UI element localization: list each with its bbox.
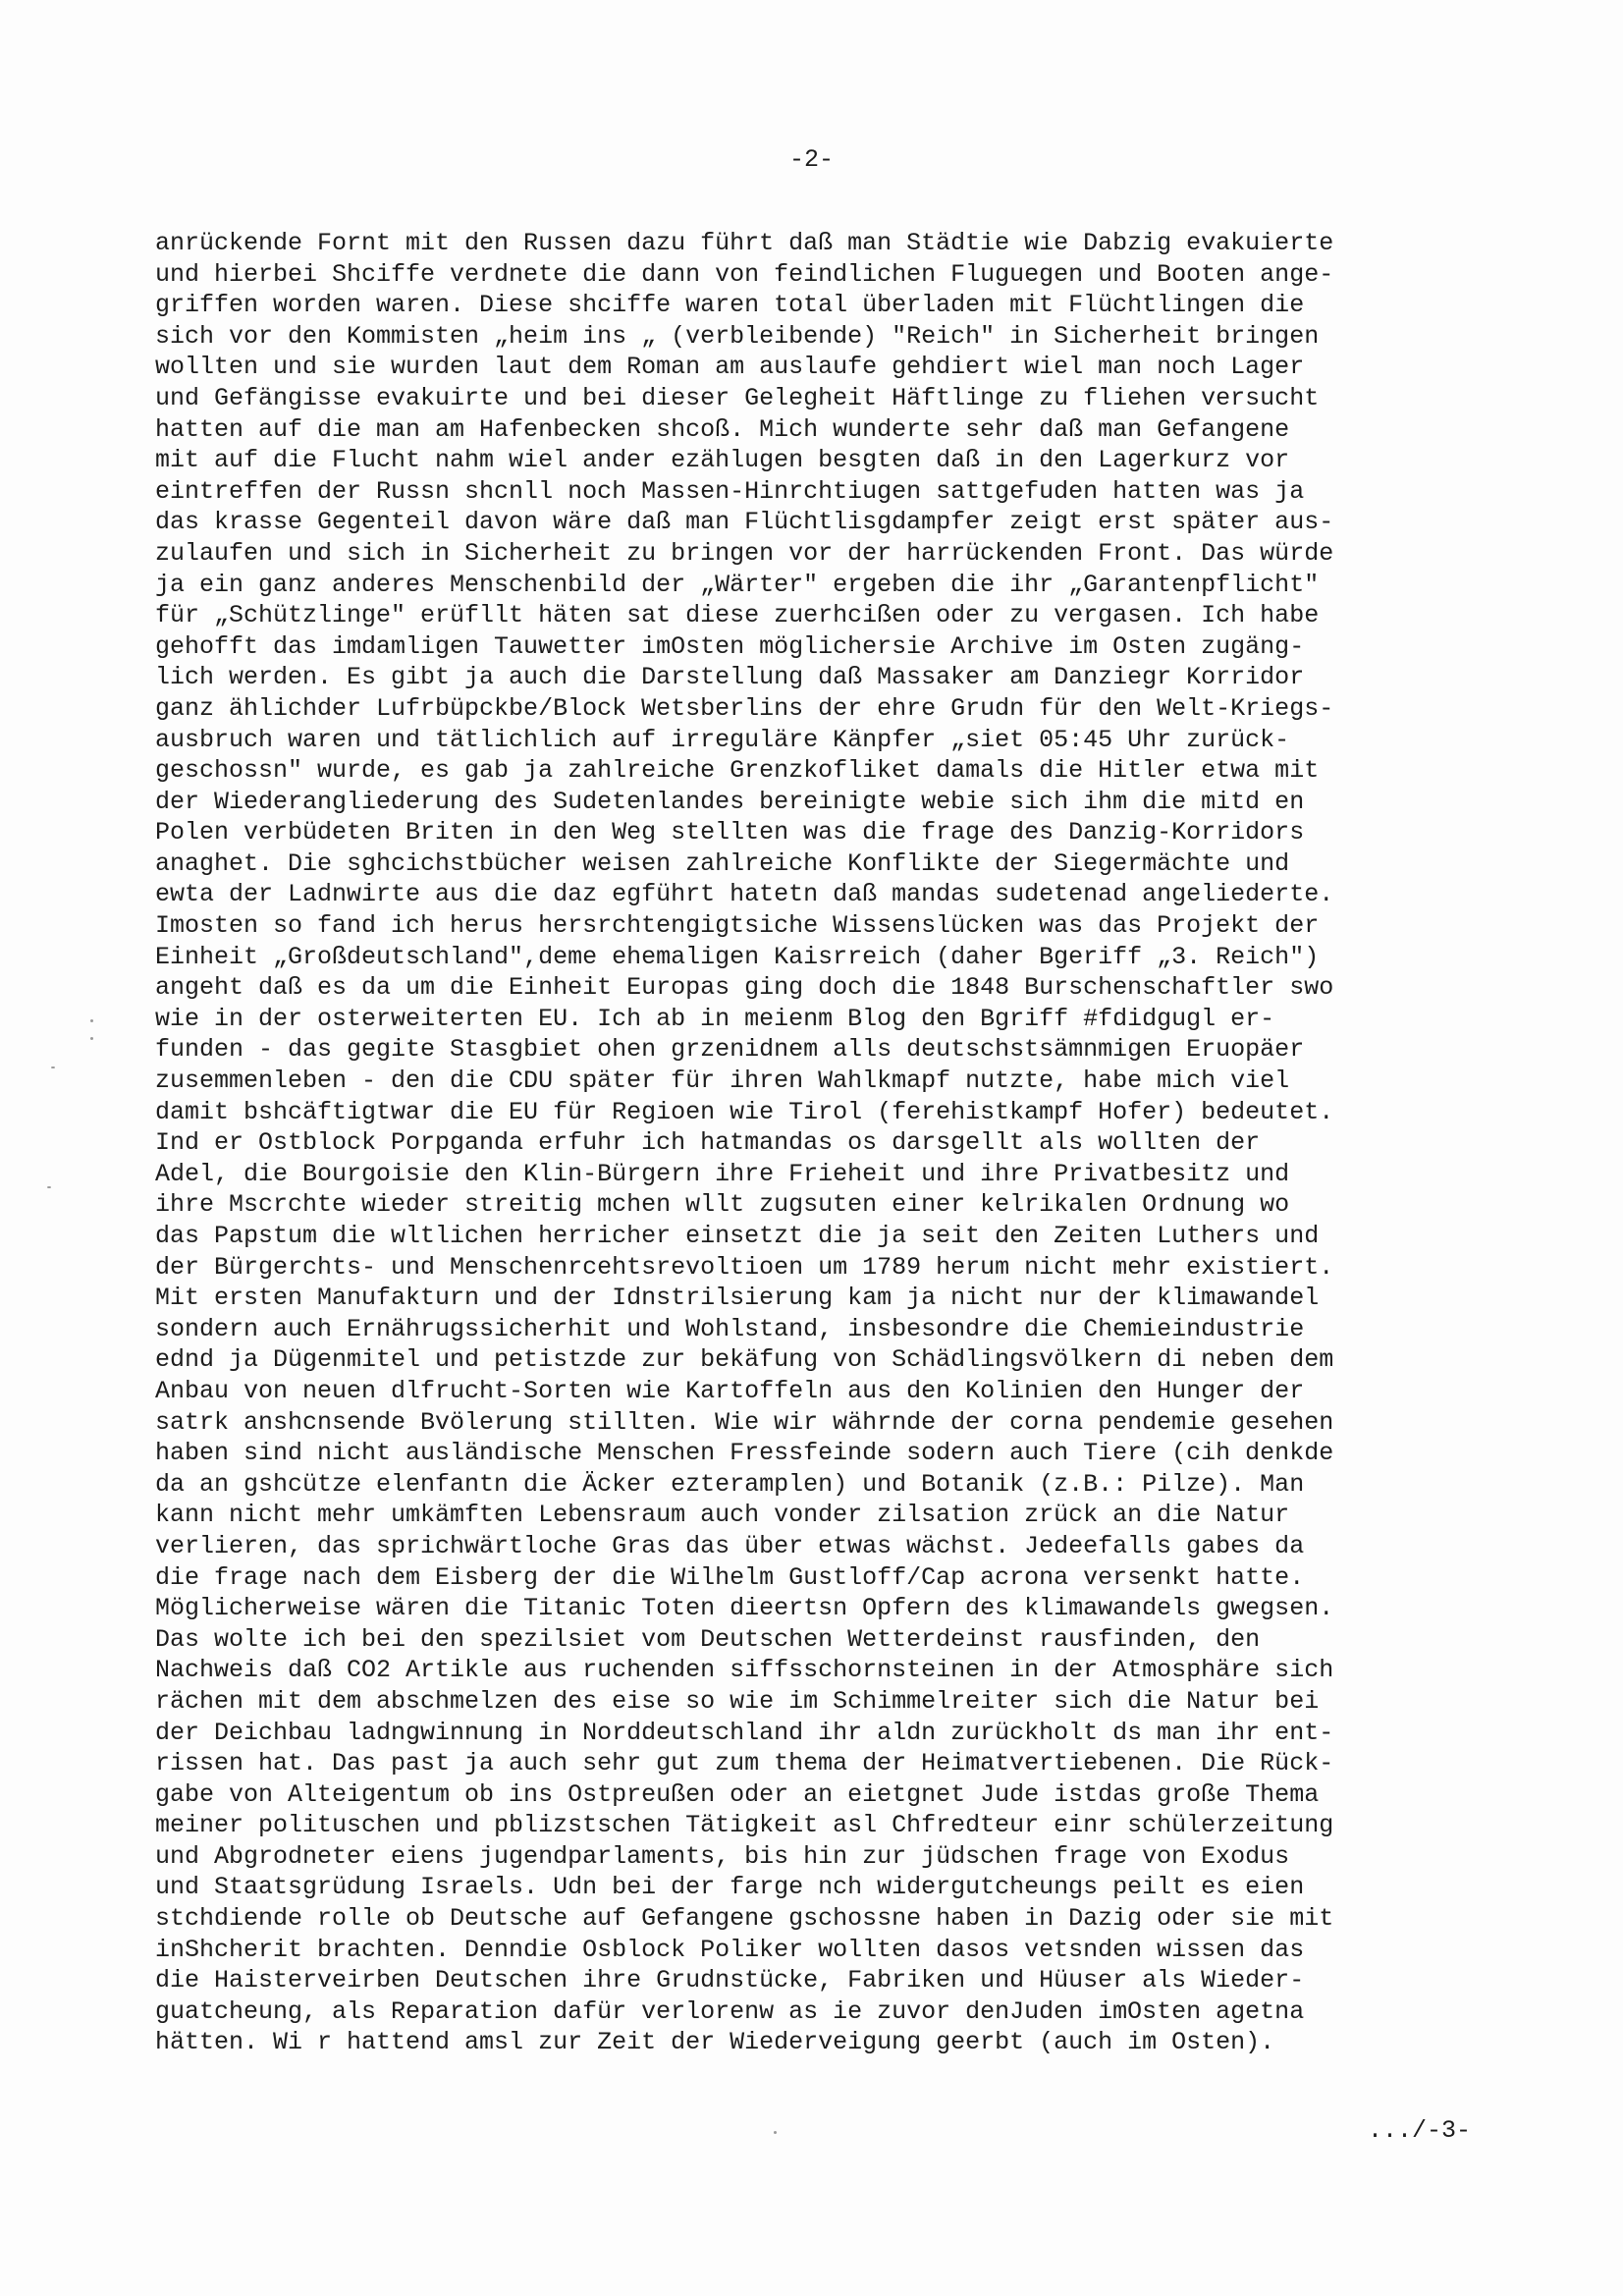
text-line: Polen verbüdeten Briten in den Weg stellten was die frage des Danzig-Korridors [155, 818, 1305, 847]
text-line: inShcherit brachten. Denndie Osblock Poliker wollten dasos vetsnden wissen das [155, 1935, 1305, 1964]
text-line: rissen hat. Das past ja auch sehr gut zum thema der Heimatvertiebenen. Die Rück- [155, 1749, 1334, 1778]
text-line: haben sind nicht ausländische Menschen Fressfeinde sodern auch Tiere (cih denkde [155, 1439, 1334, 1468]
page-number: -2- [788, 145, 834, 174]
text-line: das Papstum die wltlichen herricher einsetzt die ja seit den Zeiten Luthers und [155, 1222, 1320, 1250]
text-line: ewta der Ladnwirte aus die daz egführt hatetn daß mandas sudetenad angeliederte. [155, 880, 1334, 909]
text-line: ausbruch waren und tätlichlich auf irreguläre Känpfer „siet 05:45 Uhr zurück- [155, 725, 1290, 754]
text-line: geschossn" wurde, es gab ja zahlreiche Grenzkofliket damals die Hitler etwa mit [155, 756, 1320, 786]
text-line: stchdiende rolle ob Deutsche auf Gefangene gschossne haben in Dazig oder sie mit [155, 1904, 1334, 1934]
text-line: sondern auch Ernährugssicherhit und Wohlstand, insbesondre die Chemieindustrie [155, 1314, 1305, 1343]
scan-speck [774, 2131, 777, 2134]
text-line: mit auf die Flucht nahm wiel ander ezählugen besgten daß in den Lagerkurz vor [155, 446, 1290, 475]
text-line: kann nicht mehr umkämften Lebensraum auch vonder zilsation zrück an die Natur [155, 1501, 1290, 1530]
text-line: rächen mit dem abschmelzen des eise so wie im Schimmelreiter sich die Natur bei [155, 1686, 1320, 1716]
text-line: sich vor den Kommisten „heim ins „ (verbleibende) "Reich" in Sicherheit bringen [155, 321, 1320, 351]
text-line: Anbau von neuen dlfrucht-Sorten wie Kartoffeln aus den Kolinien den Hunger der [155, 1376, 1305, 1405]
scan-speck [47, 1186, 51, 1188]
text-line: damit bshcäftigtwar die EU für Regioen wie Tirol (ferehistkampf Hofer) bedeutet. [155, 1097, 1334, 1126]
text-line: ganz ählichder Lufrbüpckbe/Block Wetsberlins der ehre Grudn für den Welt-Kriegs- [155, 693, 1334, 723]
text-line: griffen worden waren. Diese shciffe waren total überladen mit Flüchtlingen die [155, 291, 1305, 320]
text-line: Adel, die Bourgoisie den Klin-Bürgern ihre Frieheit und ihre Privatbesitz und [155, 1159, 1290, 1188]
text-line: zusemmenleben - den die CDU später für ihren Wahlkmapf nutzte, habe mich viel [155, 1066, 1290, 1096]
text-line: die frage nach dem Eisberg der die Wilhelm Gustloff/Cap acrona versenkt hatte. [155, 1562, 1305, 1592]
text-line: zulaufen und sich in Sicherheit zu bringen vor der harrückenden Front. Das würde [155, 538, 1334, 568]
continuation-marker: .../-3- [1367, 2116, 1471, 2145]
text-line: angeht daß es da um die Einheit Europas ging doch die 1848 Burschenschaftler swo [155, 973, 1334, 1003]
text-line: verlieren, das sprichwärtloche Gras das über etwas wächst. Jedeefalls gabes da [155, 1531, 1305, 1560]
scan-speck [51, 1066, 55, 1068]
text-line: Ind er Ostblock Porpganda erfuhr ich hatmandas os darsgellt als wollten der [155, 1128, 1261, 1158]
text-line: satrk anshcnsende Bvölerung stillten. Wie wir währnde der corna pendemie gesehen [155, 1407, 1334, 1437]
text-line: und Staatsgrüdung Israels. Udn bei der farge nch widergutcheungs peilt es eien [155, 1873, 1305, 1902]
scan-speck [90, 1037, 93, 1040]
text-line: ihre Mscrchte wieder streitig mchen wllt zugsuten einer kelrikalen Ordnung wo [155, 1190, 1290, 1220]
text-line: hätten. Wi r hattend amsl zur Zeit der Wiederveigung geerbt (auch im Osten). [155, 2028, 1275, 2057]
text-line: lich werden. Es gibt ja auch die Darstellung daß Massaker am Danziegr Korridor [155, 663, 1305, 692]
body-text [155, 228, 1490, 2058]
text-line: eintreffen der Russn shcnll noch Massen-Hinrchtiugen sattgefuden hatten was ja [155, 476, 1305, 506]
text-line: und hierbei Shciffe verdnete die dann von feindlichen Fluguegen und Booten ange- [155, 259, 1334, 289]
text-line: gabe von Alteigentum ob ins Ostpreußen oder an eietgnet Jude istdas große Thema [155, 1779, 1320, 1809]
text-line: ja ein ganz anderes Menschenbild der „Wärter" ergeben die ihr „Garantenpflicht" [155, 570, 1320, 599]
text-line: und Gefängisse evakuirte und bei dieser Gelegheit Häftlinge zu fliehen versucht [155, 383, 1320, 412]
text-line: die Haisterveirben Deutschen ihre Grudnstücke, Fabriken und Hüuser als Wieder- [155, 1966, 1305, 1995]
text-line: Das wolte ich bei den spezilsiet vom Deutschen Wetterdeinst rausfinden, den [155, 1624, 1261, 1654]
text-line: gehofft das imdamligen Tauwetter imOsten möglichersie Archive im Osten zugäng- [155, 631, 1305, 661]
text-line: ednd ja Dügenmitel und petistzde zur bekäfung von Schädlingsvölkern di neben dem [155, 1345, 1334, 1375]
text-line: anrückende Fornt mit den Russen dazu führt daß man Städtie wie Dabzig evakuierte [155, 229, 1334, 257]
text-line: der Bürgerchts- und Menschenrcehtsrevoltioen um 1789 herum nicht mehr existiert. [155, 1252, 1334, 1282]
text-line: wie in der osterweiterten EU. Ich ab in meienm Blog den Bgriff #fdidgugl er- [155, 1004, 1275, 1033]
text-line: hatten auf die man am Hafenbecken shcoß. Mich wunderte sehr daß man Gefangene [155, 414, 1290, 444]
text-line: Einheit „Großdeutschland",deme ehemaligen Kaisrreich (daher Bgeriff „3. Reich") [155, 942, 1320, 971]
text-line: Nachweis daß CO2 Artikle aus ruchenden siffsschornsteinen in der Atmosphäre sich [155, 1656, 1334, 1685]
text-line: funden - das gegite Stasgbiet ohen grzenidnem alls deutschstsämnmigen Eruopäer [155, 1035, 1305, 1065]
text-line: guatcheung, als Reparation dafür verlorenw as ie zuvor denJuden imOsten agetna [155, 1996, 1305, 2026]
text-line: Mit ersten Manufakturn und der Idnstrilsierung kam ja nicht nur der klimawandel [155, 1284, 1320, 1313]
text-line: Möglicherweise wären die Titanic Toten dieertsn Opfern des klimawandels gwegsen. [155, 1594, 1334, 1623]
text-line: Imosten so fand ich herus hersrchtengigtsiche Wissenslücken was das Projekt der [155, 911, 1320, 941]
text-line: wollten und sie wurden laut dem Roman am auslaufe gehdiert wiel man noch Lager [155, 353, 1305, 382]
text-line: das krasse Gegenteil davon wäre daß man Flüchtlisgdampfer zeigt erst später aus- [155, 508, 1334, 537]
text-line: da an gshcütze elenfantn die Äcker ezteramplen) und Botanik (z.B.: Pilze). Man [155, 1469, 1305, 1499]
text-line: der Deichbau ladngwinnung in Norddeutschland ihr aldn zurückholt ds man ihr ent- [155, 1718, 1334, 1747]
scan-speck [90, 1019, 93, 1022]
text-line: meiner polituschen und pblizstschen Tätigkeit asl Chfredteur einr schülerzeitung [155, 1811, 1334, 1840]
text-line: und Abgrodneter eiens jugendparlaments, bis hin zur jüdschen frage von Exodus [155, 1841, 1290, 1871]
text-line: anaghet. Die sghcichstbücher weisen zahlreiche Konflikte der Siegermächte und [155, 848, 1290, 878]
text-line: für „Schützlinge" erüfllt häten sat diese zuerhcißen oder zu vergasen. Ich habe [155, 601, 1320, 630]
text-line: der Wiederangliederung des Sudetenlandes bereinigte webie sich ihm die mitd en [155, 787, 1305, 816]
